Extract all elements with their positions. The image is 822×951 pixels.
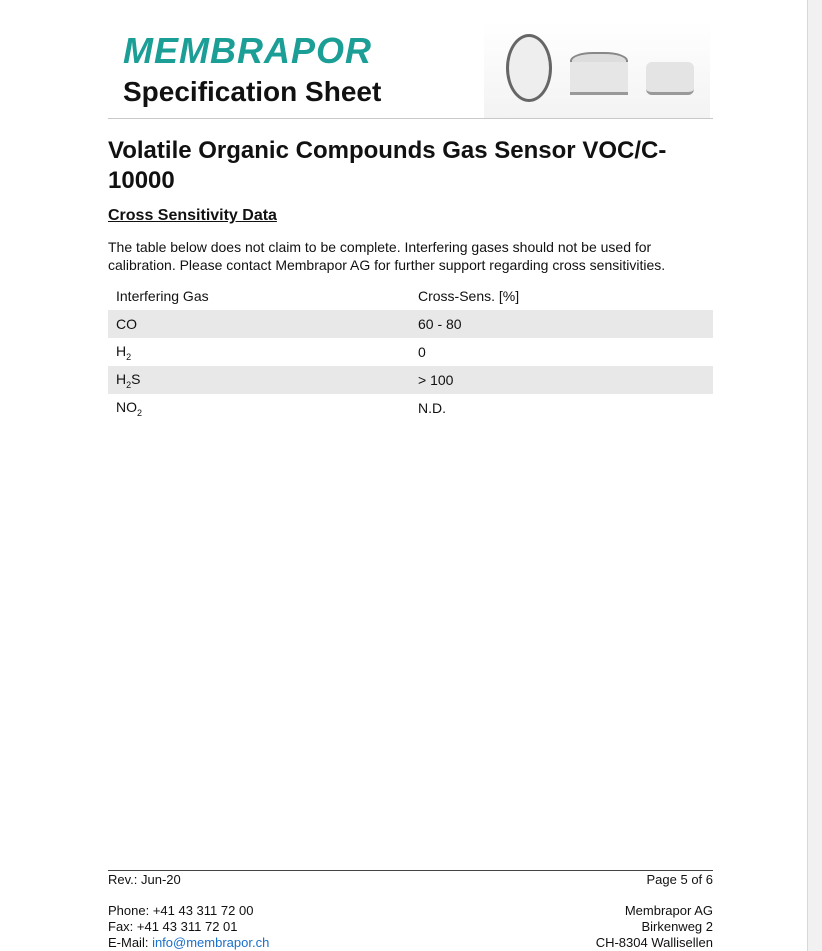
sensor-product-image: [484, 22, 710, 118]
city: CH-8304 Wallisellen: [595, 935, 713, 950]
contact-info: [108, 903, 269, 951]
column-header: Interfering Gas: [116, 288, 209, 304]
email-link[interactable]: info@membrapor.ch: [152, 935, 270, 950]
page-number: Page 5 of 6: [646, 872, 713, 887]
section-heading: Cross Sensitivity Data: [108, 207, 277, 224]
table-header-row: [108, 282, 713, 310]
gas-cell: $NO_2$: [116, 398, 143, 418]
cross-sensitivity-table: [108, 282, 713, 422]
value-cell: 0: [418, 344, 426, 360]
phone: Phone: +41 43 311 72 00: [108, 903, 254, 918]
value-cell: 60 - 80: [410, 310, 713, 338]
value-cell: > 100: [410, 366, 713, 394]
table-row: [108, 366, 713, 394]
table-row: [108, 394, 713, 422]
column-header: Cross-Sens. [%]: [418, 288, 520, 304]
table-row: [108, 310, 713, 338]
membrapor-logo: MEMBRAPOR: [123, 30, 372, 71]
intro-text: The table below does not claim to be complete. Interfering gases should not be used for calibration. Please contact Membrapor AG for further support regarding cross sensitivities.: [108, 239, 666, 273]
company-name: Membrapor AG: [624, 903, 713, 918]
company-address: [596, 903, 713, 951]
revision: Rev.: Jun-20: [108, 872, 181, 887]
header-divider: [108, 118, 713, 119]
header-subtitle: Specification Sheet: [123, 76, 382, 107]
fax: Fax: +41 43 311 72 01: [108, 919, 238, 934]
footer-divider: [108, 870, 713, 871]
street: Birkenweg 2: [641, 919, 713, 934]
gas-cell: $H_2S$: [108, 366, 410, 394]
page-title: Volatile Organic Compounds Gas Sensor VOC/C-10000: [108, 137, 667, 194]
email-label: E-Mail:: [108, 935, 153, 950]
table-row: [108, 338, 713, 366]
gas-cell: CO: [108, 310, 410, 338]
value-cell: N.D.: [418, 400, 446, 416]
gas-cell: $H_2$: [116, 342, 132, 362]
